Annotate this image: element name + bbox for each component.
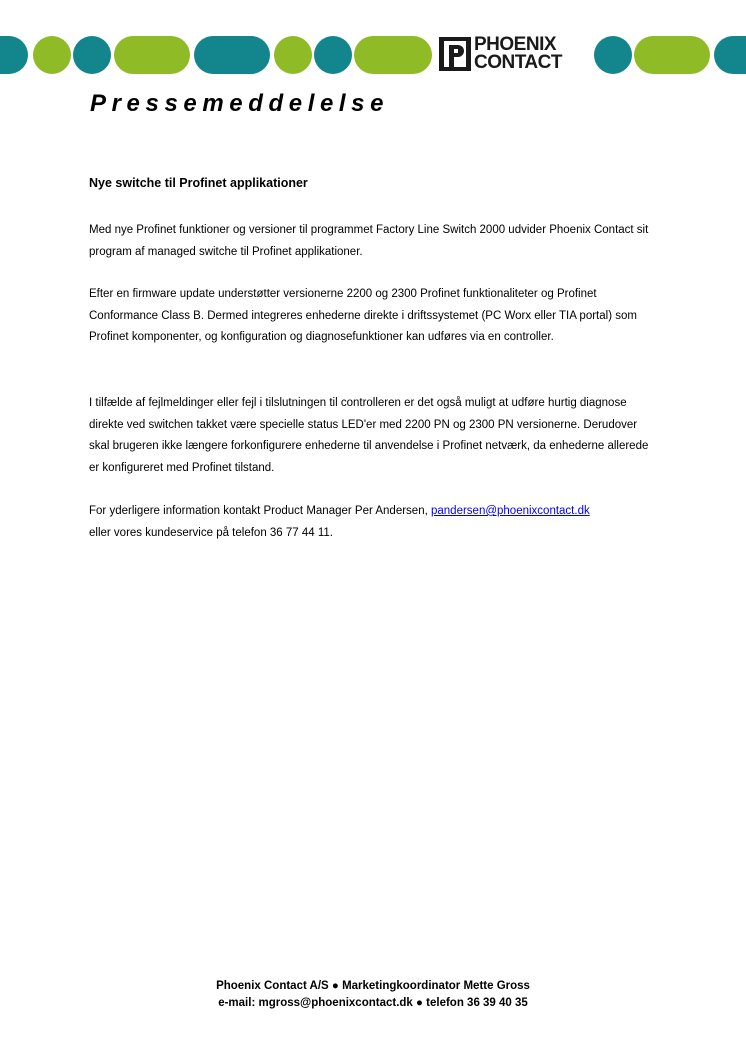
phoenix-logo-icon: [438, 36, 472, 72]
green-pill-shape: [634, 36, 710, 74]
press-headline: Nye switche til Profinet applikationer: [89, 176, 308, 190]
contact-prefix: For yderligere information kontakt Product Manager Per Andersen,: [89, 505, 431, 517]
contact-paragraph: [89, 501, 649, 544]
teal-dot-shape: [714, 36, 746, 74]
teal-dot-shape: [314, 36, 352, 74]
footer-line-company: Phoenix Contact A/S ● Marketingkoordinator Mette Gross: [216, 980, 530, 992]
green-pill-shape: [114, 36, 190, 74]
body-paragraph-1: Med nye Profinet funktioner og versioner til programmet Factory Line Switch 2000 udvider Phoenix Contact sit program af managed switche til Profinet applikationer.: [89, 224, 649, 258]
footer-line-contact: e-mail: mgross@phoenixcontact.dk ● telefon 36 39 40 35: [218, 997, 528, 1009]
body-paragraph-3: I tilfælde af fejlmeldinger eller fejl i tilslutningen til controlleren er det også muligt at udføre hurtig diagnose direkte ved switchen takket være specielle status LED'er med 2200 PN og 2300 PN versionerne. Derudover skal brugeren ikke længere forkonfigurere enhederne til anvendelse i Profinet netværk, da enhederne allerede er konfigureret med Profinet tilstand.: [89, 397, 649, 474]
phoenix-contact-logo: [438, 35, 588, 75]
logo-line-contact: CONTACT: [474, 52, 562, 73]
green-dot-shape: [274, 36, 312, 74]
contact-suffix: eller vores kundeservice på telefon 36 77 44 11.: [89, 526, 333, 539]
green-pill-shape: [354, 36, 432, 74]
contact-email-link[interactable]: pandersen@phoenixcontact.dk: [430, 505, 590, 517]
body-paragraph-2: Efter en firmware update understøtter versionerne 2200 og 2300 Profinet funktionaliteter og Profinet Conformance Class B. Dermed integreres enhederne direkte i driftssystemet (PC Worx eller TIA portal) som Profinet komponenter, og konfiguration og diagnosefunktioner kan udføres via en controller.: [89, 288, 637, 344]
teal-pill-shape: [194, 36, 270, 74]
teal-dot-shape: [594, 36, 632, 74]
logo-wordmark: [474, 36, 562, 72]
teal-dot-shape: [73, 36, 111, 74]
green-dot-shape: [33, 36, 71, 74]
logo-line-phoenix: PHOENIX: [474, 34, 557, 55]
document-title: Pressemeddelelse: [90, 90, 390, 117]
teal-dot-shape: [0, 36, 28, 74]
brand-dot-band: [0, 36, 746, 74]
